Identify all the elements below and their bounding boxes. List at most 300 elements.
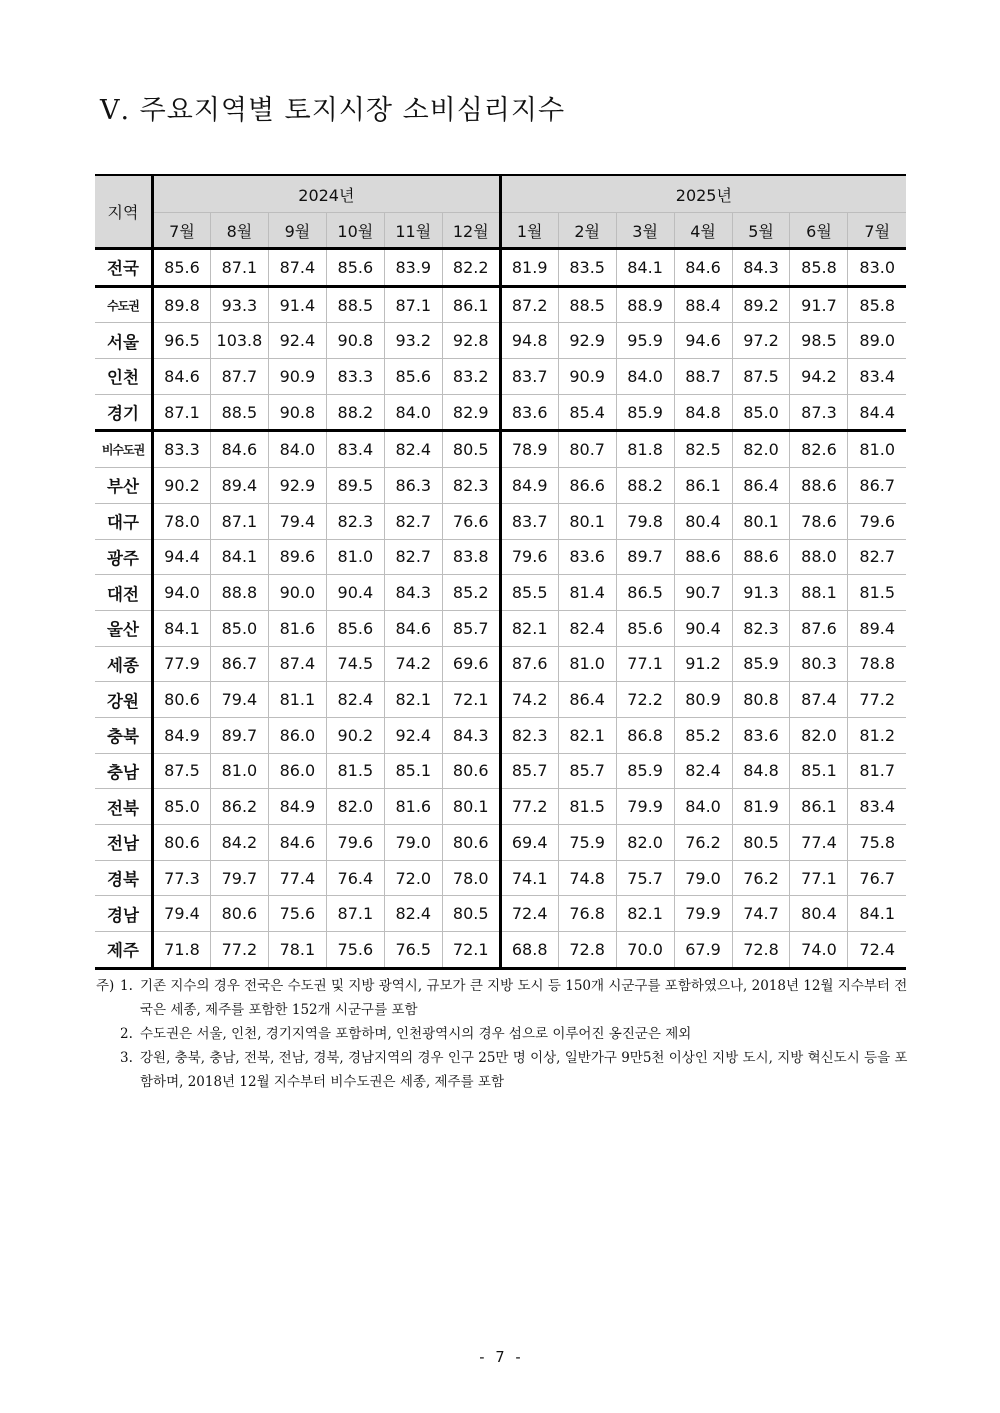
value-cell: 84.9 (153, 717, 211, 753)
value-cell: 87.1 (210, 503, 268, 539)
value-cell: 89.7 (210, 717, 268, 753)
value-cell: 83.2 (442, 359, 500, 395)
value-cell: 93.3 (210, 286, 268, 323)
footnote-prefix: 주) (96, 978, 115, 994)
value-cell: 94.8 (500, 323, 558, 359)
footnote-text: 강원, 충북, 충남, 전북, 전남, 경북, 경남지역의 경우 인구 25만 명 이상, 일반가구 9만5천 이상인 지방 도시, 지방 혁신도시 등을 포함하며, 2018년 12월 지수부터 비수도권은 세종, 제주를 포함 (140, 1050, 908, 1090)
table-row (95, 717, 906, 753)
value-cell: 91.2 (674, 646, 732, 682)
value-cell: 87.4 (268, 646, 326, 682)
value-cell: 67.9 (674, 932, 732, 969)
value-cell: 85.4 (558, 394, 616, 431)
value-cell: 87.1 (326, 896, 384, 932)
table-row (95, 860, 906, 896)
value-cell: 86.3 (384, 468, 442, 504)
value-cell: 82.4 (384, 896, 442, 932)
value-cell: 76.2 (674, 825, 732, 861)
value-cell: 85.9 (616, 753, 674, 789)
value-cell: 85.0 (153, 789, 211, 825)
value-cell: 80.1 (558, 503, 616, 539)
value-cell: 94.0 (153, 575, 211, 611)
value-cell: 72.8 (732, 932, 790, 969)
value-cell: 78.0 (153, 503, 211, 539)
value-cell: 87.4 (268, 249, 326, 287)
year-header-2025: 2025년 (500, 175, 906, 213)
month-header: 4월 (674, 213, 732, 249)
value-cell: 82.9 (442, 394, 500, 431)
value-cell: 81.0 (210, 753, 268, 789)
value-cell: 94.4 (153, 539, 211, 575)
table-row (95, 896, 906, 932)
value-cell: 90.4 (326, 575, 384, 611)
table-row (95, 359, 906, 395)
value-cell: 79.9 (616, 789, 674, 825)
value-cell: 79.6 (500, 539, 558, 575)
value-cell: 81.0 (848, 431, 906, 468)
value-cell: 88.9 (616, 286, 674, 323)
value-cell: 88.2 (616, 468, 674, 504)
value-cell: 84.6 (674, 249, 732, 287)
value-cell: 83.3 (153, 431, 211, 468)
value-cell: 87.1 (384, 286, 442, 323)
value-cell: 85.9 (732, 646, 790, 682)
value-cell: 74.7 (732, 896, 790, 932)
value-cell: 87.6 (790, 610, 848, 646)
value-cell: 88.2 (326, 394, 384, 431)
value-cell: 86.1 (442, 286, 500, 323)
value-cell: 78.9 (500, 431, 558, 468)
value-cell: 82.1 (384, 682, 442, 718)
value-cell: 80.5 (442, 431, 500, 468)
value-cell: 69.6 (442, 646, 500, 682)
value-cell: 80.5 (442, 896, 500, 932)
value-cell: 88.6 (732, 539, 790, 575)
value-cell: 92.9 (558, 323, 616, 359)
value-cell: 79.8 (616, 503, 674, 539)
page-number: - 7 - (477, 1348, 523, 1366)
value-cell: 81.4 (558, 575, 616, 611)
value-cell: 80.1 (732, 503, 790, 539)
value-cell: 85.7 (500, 753, 558, 789)
month-header: 7월 (848, 213, 906, 249)
footnote-number: 1. (120, 978, 133, 994)
value-cell: 84.0 (268, 431, 326, 468)
value-cell: 83.4 (326, 431, 384, 468)
value-cell: 83.5 (558, 249, 616, 287)
value-cell: 85.6 (326, 249, 384, 287)
value-cell: 82.1 (616, 896, 674, 932)
value-cell: 77.4 (790, 825, 848, 861)
value-cell: 87.1 (210, 249, 268, 287)
value-cell: 81.5 (558, 789, 616, 825)
value-cell: 72.4 (500, 896, 558, 932)
value-cell: 84.3 (442, 717, 500, 753)
month-header: 8월 (210, 213, 268, 249)
value-cell: 86.4 (558, 682, 616, 718)
value-cell: 85.6 (326, 610, 384, 646)
region-cell: 울산 (95, 610, 153, 646)
value-cell: 75.9 (558, 825, 616, 861)
table-row (95, 394, 906, 431)
value-cell: 76.4 (326, 860, 384, 896)
region-cell: 수도권 (95, 286, 153, 323)
value-cell: 90.8 (268, 394, 326, 431)
value-cell: 82.7 (848, 539, 906, 575)
value-cell: 79.4 (268, 503, 326, 539)
value-cell: 82.7 (384, 503, 442, 539)
value-cell: 82.6 (790, 431, 848, 468)
value-cell: 74.2 (384, 646, 442, 682)
value-cell: 87.2 (500, 286, 558, 323)
value-cell: 84.6 (384, 610, 442, 646)
table-row (95, 753, 906, 789)
value-cell: 83.7 (500, 359, 558, 395)
month-header: 10월 (326, 213, 384, 249)
value-cell: 84.6 (210, 431, 268, 468)
value-cell: 72.4 (848, 932, 906, 969)
value-cell: 71.8 (153, 932, 211, 969)
value-cell: 84.8 (674, 394, 732, 431)
value-cell: 80.6 (153, 682, 211, 718)
value-cell: 85.6 (153, 249, 211, 287)
value-cell: 90.9 (558, 359, 616, 395)
value-cell: 83.7 (500, 503, 558, 539)
value-cell: 89.8 (153, 286, 211, 323)
value-cell: 84.6 (153, 359, 211, 395)
table-row (95, 932, 906, 969)
table-row (95, 610, 906, 646)
value-cell: 82.0 (790, 717, 848, 753)
value-cell: 89.4 (848, 610, 906, 646)
table-row (95, 249, 906, 287)
value-cell: 78.6 (790, 503, 848, 539)
value-cell: 91.4 (268, 286, 326, 323)
month-header: 12월 (442, 213, 500, 249)
value-cell: 75.6 (326, 932, 384, 969)
value-cell: 81.0 (326, 539, 384, 575)
footnote-1 (96, 974, 908, 1022)
value-cell: 89.5 (326, 468, 384, 504)
value-cell: 84.6 (268, 825, 326, 861)
region-cell: 부산 (95, 468, 153, 504)
value-cell: 97.2 (732, 323, 790, 359)
value-cell: 80.7 (558, 431, 616, 468)
value-cell: 83.9 (384, 249, 442, 287)
value-cell: 86.2 (210, 789, 268, 825)
value-cell: 80.1 (442, 789, 500, 825)
value-cell: 83.4 (848, 359, 906, 395)
value-cell: 93.2 (384, 323, 442, 359)
value-cell: 82.0 (732, 431, 790, 468)
footnote-text: 기존 지수의 경우 전국은 수도권 및 지방 광역시, 규모가 큰 지방 도시 등 150개 시군구를 포함하였으나, 2018년 12월 지수부터 전국은 세종, 제주를 포함한 152개 시군구를 포함 (140, 978, 908, 1018)
value-cell: 95.9 (616, 323, 674, 359)
value-cell: 84.1 (153, 610, 211, 646)
value-cell: 72.0 (384, 860, 442, 896)
value-cell: 87.3 (790, 394, 848, 431)
value-cell: 85.6 (616, 610, 674, 646)
table-row (95, 539, 906, 575)
region-cell: 대구 (95, 503, 153, 539)
value-cell: 80.4 (790, 896, 848, 932)
value-cell: 72.8 (558, 932, 616, 969)
value-cell: 88.8 (210, 575, 268, 611)
value-cell: 88.4 (674, 286, 732, 323)
value-cell: 83.4 (848, 789, 906, 825)
value-cell: 72.1 (442, 682, 500, 718)
value-cell: 84.3 (732, 249, 790, 287)
value-cell: 75.8 (848, 825, 906, 861)
value-cell: 83.8 (442, 539, 500, 575)
value-cell: 88.7 (674, 359, 732, 395)
value-cell: 90.7 (674, 575, 732, 611)
value-cell: 98.5 (790, 323, 848, 359)
region-cell: 제주 (95, 932, 153, 969)
region-cell: 전국 (95, 249, 153, 287)
value-cell: 82.4 (384, 431, 442, 468)
value-cell: 70.0 (616, 932, 674, 969)
region-cell: 경남 (95, 896, 153, 932)
value-cell: 84.8 (732, 753, 790, 789)
value-cell: 96.5 (153, 323, 211, 359)
value-cell: 72.1 (442, 932, 500, 969)
value-cell: 88.5 (326, 286, 384, 323)
region-header: 지역 (95, 175, 153, 249)
value-cell: 91.3 (732, 575, 790, 611)
page-title: Ⅴ. 주요지역별 토지시장 소비심리지수 (100, 95, 566, 126)
region-cell: 서울 (95, 323, 153, 359)
value-cell: 82.7 (384, 539, 442, 575)
value-cell: 82.3 (442, 468, 500, 504)
footnote-number: 3. (120, 1050, 133, 1066)
value-cell: 84.1 (210, 539, 268, 575)
value-cell: 81.2 (848, 717, 906, 753)
value-cell: 69.4 (500, 825, 558, 861)
table-row (95, 323, 906, 359)
region-cell: 비수도권 (95, 431, 153, 468)
value-cell: 94.2 (790, 359, 848, 395)
region-cell: 전남 (95, 825, 153, 861)
value-cell: 81.8 (616, 431, 674, 468)
value-cell: 90.2 (326, 717, 384, 753)
value-cell: 83.0 (848, 249, 906, 287)
value-cell: 84.9 (268, 789, 326, 825)
value-cell: 77.2 (500, 789, 558, 825)
value-cell: 82.3 (326, 503, 384, 539)
value-cell: 86.5 (616, 575, 674, 611)
value-cell: 89.0 (848, 323, 906, 359)
value-cell: 88.0 (790, 539, 848, 575)
region-cell: 대전 (95, 575, 153, 611)
value-cell: 77.4 (268, 860, 326, 896)
value-cell: 74.2 (500, 682, 558, 718)
value-cell: 75.7 (616, 860, 674, 896)
month-header: 11월 (384, 213, 442, 249)
region-cell: 경북 (95, 860, 153, 896)
value-cell: 89.4 (210, 468, 268, 504)
footnotes (96, 974, 908, 1094)
value-cell: 88.1 (790, 575, 848, 611)
value-cell: 74.0 (790, 932, 848, 969)
value-cell: 76.7 (848, 860, 906, 896)
value-cell: 80.6 (210, 896, 268, 932)
value-cell: 82.4 (326, 682, 384, 718)
value-cell: 85.2 (674, 717, 732, 753)
region-cell: 전북 (95, 789, 153, 825)
value-cell: 89.6 (268, 539, 326, 575)
table-row (95, 286, 906, 323)
value-cell: 88.5 (210, 394, 268, 431)
month-header: 6월 (790, 213, 848, 249)
value-cell: 79.6 (326, 825, 384, 861)
value-cell: 85.9 (616, 394, 674, 431)
value-cell: 86.1 (674, 468, 732, 504)
month-header: 9월 (268, 213, 326, 249)
year-header-2024: 2024년 (153, 175, 501, 213)
value-cell: 85.0 (210, 610, 268, 646)
value-cell: 92.4 (384, 717, 442, 753)
region-cell: 세종 (95, 646, 153, 682)
footnote-2 (96, 1022, 908, 1046)
value-cell: 74.5 (326, 646, 384, 682)
year-header-row (95, 175, 906, 213)
value-cell: 81.9 (732, 789, 790, 825)
value-cell: 76.2 (732, 860, 790, 896)
value-cell: 86.4 (732, 468, 790, 504)
value-cell: 82.4 (558, 610, 616, 646)
region-cell: 인천 (95, 359, 153, 395)
value-cell: 85.0 (732, 394, 790, 431)
value-cell: 88.6 (674, 539, 732, 575)
value-cell: 103.8 (210, 323, 268, 359)
value-cell: 89.2 (732, 286, 790, 323)
value-cell: 78.8 (848, 646, 906, 682)
value-cell: 82.3 (732, 610, 790, 646)
month-header-row (95, 213, 906, 249)
footnote-text: 수도권은 서울, 인천, 경기지역을 포함하며, 인천광역시의 경우 섬으로 이루어진 옹진군은 제외 (140, 1026, 692, 1042)
value-cell: 84.3 (384, 575, 442, 611)
value-cell: 80.6 (442, 753, 500, 789)
value-cell: 80.8 (732, 682, 790, 718)
table-body (95, 249, 906, 969)
value-cell: 84.1 (848, 896, 906, 932)
table-row (95, 789, 906, 825)
value-cell: 85.5 (500, 575, 558, 611)
value-cell: 77.1 (790, 860, 848, 896)
value-cell: 81.6 (384, 789, 442, 825)
value-cell: 72.2 (616, 682, 674, 718)
value-cell: 84.2 (210, 825, 268, 861)
value-cell: 78.1 (268, 932, 326, 969)
table-row (95, 575, 906, 611)
table-row (95, 646, 906, 682)
table-row (95, 468, 906, 504)
value-cell: 74.1 (500, 860, 558, 896)
month-header: 1월 (500, 213, 558, 249)
value-cell: 85.8 (848, 286, 906, 323)
value-cell: 76.6 (442, 503, 500, 539)
value-cell: 85.6 (384, 359, 442, 395)
value-cell: 86.7 (848, 468, 906, 504)
month-header: 5월 (732, 213, 790, 249)
region-cell: 광주 (95, 539, 153, 575)
value-cell: 77.1 (616, 646, 674, 682)
value-cell: 82.0 (616, 825, 674, 861)
value-cell: 80.3 (790, 646, 848, 682)
value-cell: 81.0 (558, 646, 616, 682)
value-cell: 84.0 (384, 394, 442, 431)
value-cell: 87.1 (153, 394, 211, 431)
value-cell: 88.5 (558, 286, 616, 323)
value-cell: 85.8 (790, 249, 848, 287)
value-cell: 88.6 (790, 468, 848, 504)
value-cell: 85.7 (558, 753, 616, 789)
value-cell: 94.6 (674, 323, 732, 359)
value-cell: 82.0 (326, 789, 384, 825)
table-row (95, 503, 906, 539)
value-cell: 79.7 (210, 860, 268, 896)
region-cell: 강원 (95, 682, 153, 718)
value-cell: 84.1 (616, 249, 674, 287)
value-cell: 81.6 (268, 610, 326, 646)
value-cell: 90.4 (674, 610, 732, 646)
footnote-3 (96, 1046, 908, 1094)
month-header: 3월 (616, 213, 674, 249)
value-cell: 79.9 (674, 896, 732, 932)
value-cell: 87.5 (732, 359, 790, 395)
value-cell: 87.6 (500, 646, 558, 682)
value-cell: 90.8 (326, 323, 384, 359)
value-cell: 82.1 (558, 717, 616, 753)
value-cell: 79.6 (848, 503, 906, 539)
value-cell: 87.7 (210, 359, 268, 395)
value-cell: 86.6 (558, 468, 616, 504)
value-cell: 82.3 (500, 717, 558, 753)
value-cell: 77.2 (848, 682, 906, 718)
value-cell: 92.4 (268, 323, 326, 359)
value-cell: 81.9 (500, 249, 558, 287)
value-cell: 80.6 (153, 825, 211, 861)
value-cell: 84.9 (500, 468, 558, 504)
value-cell: 82.4 (674, 753, 732, 789)
value-cell: 80.5 (732, 825, 790, 861)
value-cell: 81.5 (848, 575, 906, 611)
value-cell: 82.1 (500, 610, 558, 646)
value-cell: 79.4 (210, 682, 268, 718)
value-cell: 84.0 (674, 789, 732, 825)
region-cell: 충북 (95, 717, 153, 753)
value-cell: 77.2 (210, 932, 268, 969)
value-cell: 86.0 (268, 753, 326, 789)
value-cell: 80.4 (674, 503, 732, 539)
value-cell: 80.9 (674, 682, 732, 718)
footnote-number: 2. (120, 1026, 133, 1042)
value-cell: 81.7 (848, 753, 906, 789)
value-cell: 78.0 (442, 860, 500, 896)
value-cell: 76.8 (558, 896, 616, 932)
value-cell: 85.7 (442, 610, 500, 646)
value-cell: 92.8 (442, 323, 500, 359)
value-cell: 83.3 (326, 359, 384, 395)
value-cell: 81.1 (268, 682, 326, 718)
value-cell: 91.7 (790, 286, 848, 323)
value-cell: 83.6 (558, 539, 616, 575)
value-cell: 77.3 (153, 860, 211, 896)
table-row (95, 682, 906, 718)
region-cell: 경기 (95, 394, 153, 431)
value-cell: 74.8 (558, 860, 616, 896)
value-cell: 90.0 (268, 575, 326, 611)
value-cell: 81.5 (326, 753, 384, 789)
